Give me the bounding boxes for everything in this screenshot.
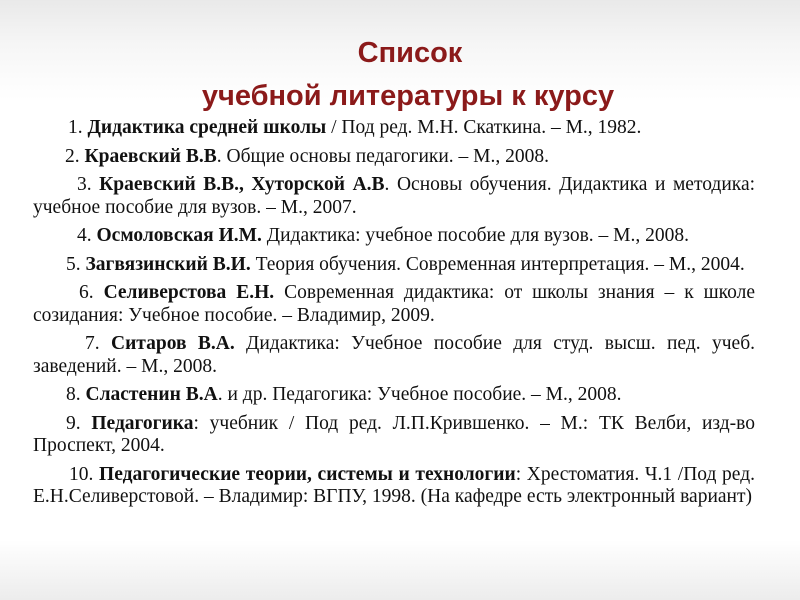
reference-number: 10. xyxy=(69,463,94,485)
reference-number: 1. xyxy=(68,117,83,138)
reference-item-5 xyxy=(33,254,755,277)
slide-title-line-1: Список xyxy=(357,37,463,69)
reference-details: . Общие основы педагогики. – М., 2008. xyxy=(216,145,550,167)
reference-item-2 xyxy=(33,146,755,169)
reference-number: 6. xyxy=(79,282,94,303)
background-gradient-bottom xyxy=(0,540,800,600)
reference-author: Педагогические теории, системы и технологии xyxy=(99,463,516,485)
reference-author: Краевский В.В., Хуторской А.В xyxy=(99,174,385,195)
reference-details: Дидактика: Учебное пособие для студ. высш. пед. учеб. заведений. – М., 2008. xyxy=(33,333,755,377)
reference-details: . Основы обучения. Дидактика и методика: учебное пособие для вузов. – М., 2007. xyxy=(33,174,756,218)
reference-author: Краевский В.В xyxy=(84,145,217,167)
reference-author: Педагогика xyxy=(91,412,194,434)
reference-item-3 xyxy=(33,174,755,219)
reference-author: Сластенин В.А xyxy=(85,384,218,405)
reference-item-4 xyxy=(33,225,755,248)
reference-author: Ситаров В.А. xyxy=(110,333,235,354)
reference-number: 9. xyxy=(66,412,81,434)
reference-number: 3. xyxy=(77,174,92,195)
reference-item-10 xyxy=(33,464,755,509)
reference-details: . и др. Педагогика: Учебное пособие. – М., 2008. xyxy=(217,384,622,405)
reference-list xyxy=(33,117,755,515)
reference-number: 8. xyxy=(66,384,81,405)
reference-details: Теория обучения. Современная интерпретация. – М., 2004. xyxy=(250,253,745,275)
reference-author: Селиверстова Е.Н. xyxy=(103,282,275,303)
slide-title-line-2: учебной литературы к курсу xyxy=(201,80,615,112)
reference-number: 4. xyxy=(77,225,92,246)
reference-item-6 xyxy=(33,282,755,327)
reference-number: 2. xyxy=(65,145,80,167)
reference-item-7 xyxy=(33,333,755,378)
reference-details: / Под ред. М.Н. Скаткина. – М., 1982. xyxy=(326,117,642,138)
reference-details: Современная дидактика: от школы знания – к школе созидания: Учебное пособие. – Владимир, 2009. xyxy=(33,282,755,326)
reference-details: : Хрестоматия. Ч.1 /Под ред. Е.Н.Селиверстовой. – Владимир: ВГПУ, 1998. (На кафедре есть электронный вариант) xyxy=(33,463,756,507)
reference-number: 7. xyxy=(85,333,100,354)
reference-author: Осмоловская И.М. xyxy=(96,225,262,246)
reference-number: 5. xyxy=(66,253,81,275)
reference-author: Дидактика средней школы xyxy=(87,117,327,138)
reference-item-8 xyxy=(33,384,755,407)
reference-details: Дидактика: учебное пособие для вузов. – М., 2008. xyxy=(261,225,690,246)
reference-item-9 xyxy=(33,413,755,458)
reference-details: : учебник / Под ред. Л.П.Крившенко. – М.: ТК Велби, изд-во Проспект, 2004. xyxy=(33,412,755,456)
reference-author: Загвязинский В.И. xyxy=(85,253,251,275)
reference-item-1 xyxy=(33,117,755,140)
